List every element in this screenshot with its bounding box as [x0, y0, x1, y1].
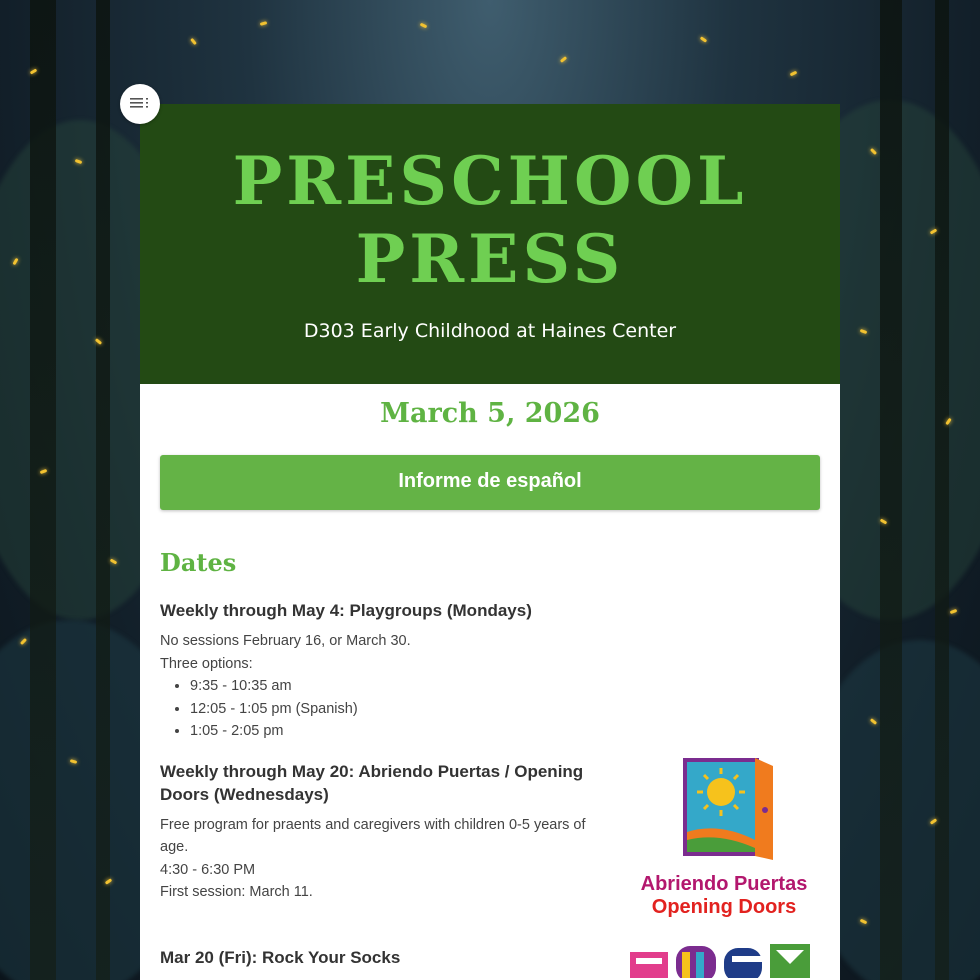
event-text: Free program for praents and caregivers with children 0-5 years of age. [160, 816, 586, 855]
list-item: • 1:05 - 2:05 pm [190, 720, 820, 743]
table-of-contents-button[interactable] [120, 84, 160, 124]
rock-your-socks-logo [628, 938, 818, 978]
newsletter-content [140, 398, 840, 978]
event-title: Weekly through May 4: Playgroups (Mondays) [160, 601, 532, 620]
event-text: 4:30 - 6:30 PM [160, 861, 256, 878]
event-title: Mar 20 (Fri): Rock Your Socks [160, 947, 401, 967]
session-options-list [190, 675, 820, 743]
list-item: • 12:05 - 1:05 pm (Spanish) [190, 698, 820, 721]
list-item: • 9:35 - 10:35 am [190, 675, 820, 698]
event-text: Three options: [160, 655, 253, 672]
section-title-dates: Dates [160, 548, 237, 577]
event-rock-your-socks [160, 946, 820, 978]
event-playgroups [160, 599, 820, 743]
logo-text-spanish: Abriendo Puertas [640, 872, 808, 895]
logo-text-english: Opening Doors [651, 895, 797, 918]
event-abriendo-puertas [160, 760, 820, 918]
rock-lettering-icon [628, 938, 818, 978]
spanish-report-button[interactable]: Informe de español [160, 455, 820, 510]
event-text: No sessions February 16, or March 30. [160, 633, 411, 649]
event-title: Weekly through May 20: Abriendo Puertas / Opening Doors (Wednesdays) [160, 761, 584, 804]
newsletter-subtitle: D303 Early Childhood at Haines Center [303, 320, 677, 342]
door-sun-icon [669, 752, 779, 864]
newsletter-title [140, 142, 840, 298]
issue-date: March 5, 2026 [380, 398, 600, 429]
newsletter-header [140, 104, 840, 384]
title-line-1: PRESCHOOL [232, 142, 748, 220]
list-toc-icon [130, 96, 150, 112]
newsletter-card [140, 104, 840, 980]
event-text: First session: March 11. [160, 884, 313, 900]
abriendo-puertas-logo [626, 752, 822, 918]
title-line-2: PRESS [355, 220, 625, 298]
